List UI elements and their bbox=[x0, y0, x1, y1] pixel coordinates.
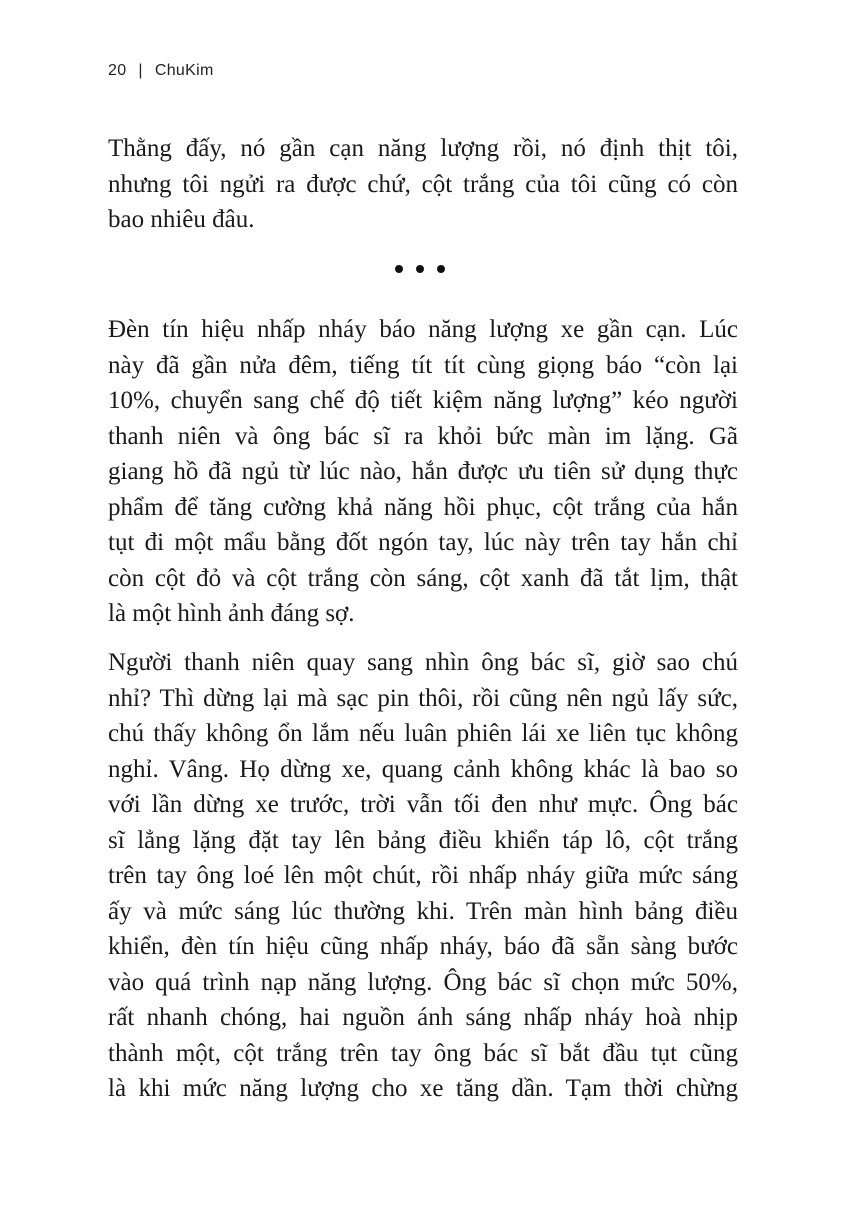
text-line: còn cột đỏ và cột trắng còn sáng, cột xanh đã tắt lịm, thật bbox=[108, 564, 738, 592]
text-line: là khi mức năng lượng cho xe tăng dần. Tạm thời chừng bbox=[108, 1075, 738, 1102]
text-line: sĩ lẳng lặng đặt tay lên bảng điều khiển táp lô, cột trắng bbox=[108, 826, 738, 854]
text-line: là một hình ảnh đáng sợ. bbox=[108, 600, 355, 627]
scene-break bbox=[395, 265, 445, 273]
text-line: bao nhiêu đâu. bbox=[108, 206, 255, 233]
text-line: tụt đi một mẩu bằng đốt ngón tay, lúc này trên tay hắn chỉ bbox=[108, 529, 738, 556]
text-line: ấy và mức sáng lúc thường khi. Trên màn hình bảng điều bbox=[108, 897, 738, 925]
paragraph-2 bbox=[108, 312, 738, 632]
text-line: Đèn tín hiệu nhấp nháy báo năng lượng xe gần cạn. Lúc bbox=[108, 316, 738, 343]
header-separator: | bbox=[138, 62, 143, 79]
text-line: nhưng tôi ngửi ra được chứ, cột trắng của tôi cũng có còn bbox=[108, 170, 738, 198]
text-line: trên tay ông loé lên một chút, rồi nhấp nháy giữa mức sáng bbox=[108, 862, 738, 889]
text-line: Thằng đấy, nó gần cạn năng lượng rồi, nó định thịt tôi, bbox=[108, 135, 738, 162]
page-number: 20 bbox=[108, 62, 127, 79]
text-line: rất nhanh chóng, hai nguồn ánh sáng nhấp nháy hoà nhịp bbox=[108, 1004, 738, 1031]
scene-break-dot bbox=[416, 265, 424, 273]
scene-break-dot bbox=[437, 265, 445, 273]
author-name: ChuKim bbox=[154, 62, 214, 79]
text-line: chú thấy không ổn lắm nếu luân phiên lái xe liên tục không bbox=[108, 720, 738, 747]
text-line: thanh niên và ông bác sĩ ra khỏi bức màn im lặng. Gã bbox=[108, 422, 738, 450]
text-line: thành một, cột trắng trên tay ông bác sĩ bắt đầu tụt cũng bbox=[108, 1039, 738, 1067]
text-line: nhỉ? Thì dừng lại mà sạc pin thôi, rồi cũng nên ngủ lấy sức, bbox=[108, 684, 738, 712]
text-line: nghỉ. Vâng. Họ dừng xe, quang cảnh không khác là bao so bbox=[108, 755, 738, 783]
paragraph-3 bbox=[108, 645, 738, 1107]
scene-break-dot bbox=[395, 265, 403, 273]
text-line: Người thanh niên quay sang nhìn ông bác sĩ, giờ sao chú bbox=[108, 649, 738, 676]
text-line: 10%, chuyển sang chế độ tiết kiệm năng lượng” kéo người bbox=[108, 387, 738, 414]
text-line: giang hồ đã ngủ từ lúc nào, hắn được ưu tiên sử dụng thực bbox=[108, 458, 738, 485]
text-line: với lần dừng xe trước, trời vẫn tối đen như mực. Ông bác bbox=[108, 791, 738, 818]
paragraph-1 bbox=[108, 131, 738, 238]
text-line: khiển, đèn tín hiệu cũng nhấp nháy, báo đã sẵn sàng bước bbox=[108, 933, 738, 960]
text-line: này đã gần nửa đêm, tiếng tít tít cùng giọng báo “còn lại bbox=[108, 351, 738, 379]
text-line: phẩm để tăng cường khả năng hồi phục, cột trắng của hắn bbox=[108, 493, 738, 521]
text-line: vào quá trình nạp năng lượng. Ông bác sĩ chọn mức 50%, bbox=[108, 968, 738, 996]
running-head bbox=[108, 62, 214, 80]
